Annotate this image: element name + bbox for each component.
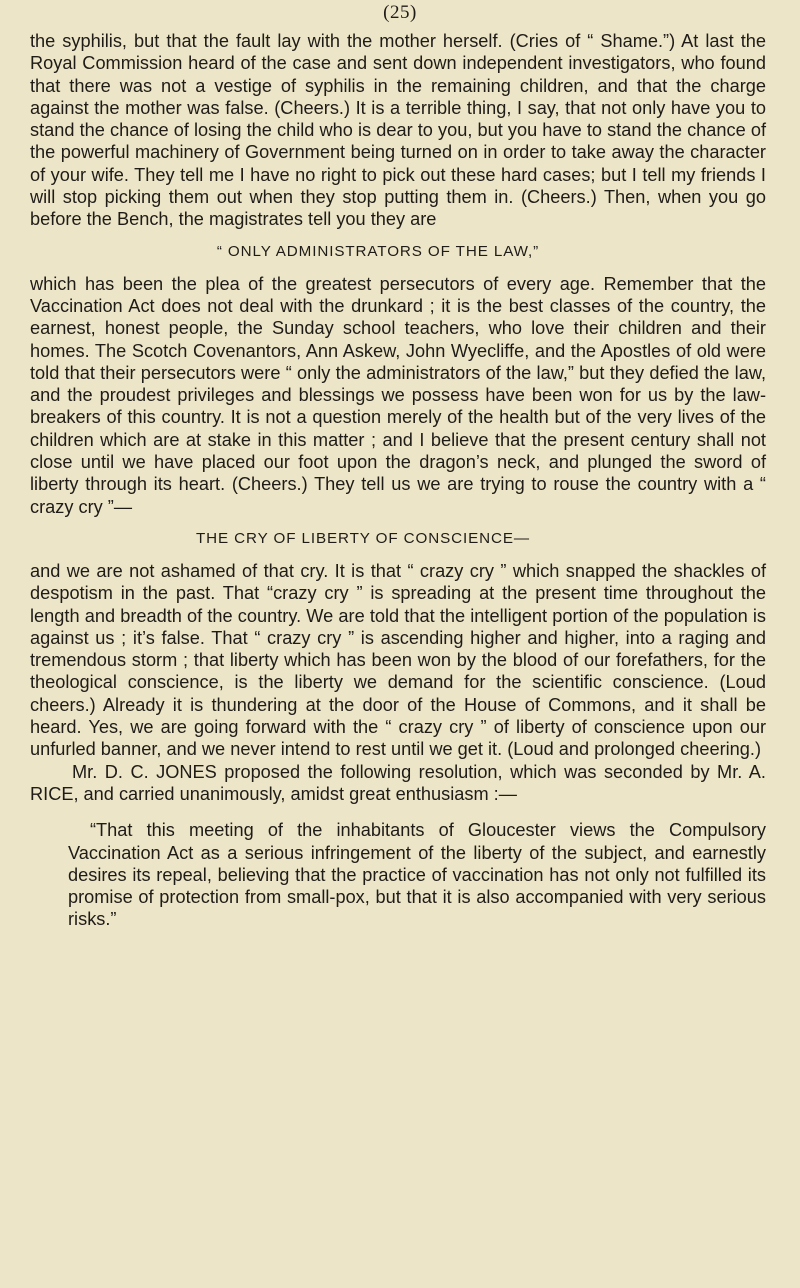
body-text [30, 30, 766, 931]
page-number: (25) [383, 2, 417, 23]
paragraph-resolution-intro: Mr. D. C. JONES proposed the following resolution, which was seconded by Mr. A. RICE, and carried unanimously, amidst great enthusiasm :— [30, 761, 766, 804]
heading-administrators-of-the-law: “ ONLY ADMINISTRATORS OF THE LAW,” [216, 242, 540, 260]
resolution-quote: “That this meeting of the inhabitants of Gloucester views the Compulsory Vaccination Act as a serious infringement of the liberty of the subject, and earnestly desires its repeal, believing that the practice of vaccination has not only not fulfilled its promise of protection from small-pox, but that it is also accompanied with very serious risks.” [68, 820, 766, 930]
heading-cry-of-liberty: THE CRY OF LIBERTY OF CONSCIENCE— [195, 529, 531, 547]
paragraph-3: and we are not ashamed of that cry. It is that “ crazy cry ” which snapped the shackles of despotism in the past. That “crazy cry ” is spreading at the present time throughout the length and breadth of the country. We are told that the intelligent portion of the population is against us ; it’s false. That “ crazy cry ” is ascending higher and higher, into a raging and tremendous storm ; that liberty which has been won by the blood of our forefathers, for the theological conscience, is the liberty we demand for the scientific conscience. (Loud cheers.) Already it is thundering at the door of the House of Commons, and it shall be heard. Yes, we are going forward with the “ crazy cry ” of liberty of conscience upon our unfurled banner, and we never intend to rest until we get it. (Loud and prolonged cheering.) [30, 560, 766, 760]
paragraph-2: which has been the plea of the greatest persecutors of every age. Remember that the Vaccination Act does not deal with the drunkard ; it is the best classes of the country, the earnest, honest people, the Sunday school teachers, who love their children and their homes. The Scotch Covenantors, Ann Askew, John Wyecliffe, and the Apostles of old were told that their persecutors were “ only the administrators of the law,” but they defied the law, and the proudest privileges and blessings we possess have been won for us by the law-breakers of this country. It is not a question merely of the health but of the very lives of the children which are at stake in this matter ; and I believe that the present century shall not close until we have placed our foot upon the dragon’s neck, and plunged the sword of liberty through its heart. (Cheers.) They tell us we are trying to rouse the country with a “ crazy cry ”— [30, 273, 766, 517]
paragraph-1: the syphilis, but that the fault lay with the mother herself. (Cries of “ Shame.”) At last the Royal Commission heard of the case and sent down independent investigators, who found that there was not a vestige of syphilis in the remaining children, and that the charge against the mother was false. (Cheers.) It is a terrible thing, I say, that not only have you to stand the chance of losing the child who is dear to you, but you have to stand the chance of the powerful machinery of Government being turned on in order to take away the character of your wife. They tell me I have no right to pick out these hard cases; but I tell my friends I will stop picking them out when they stop putting them in. (Cheers.) Then, when you go before the Bench, the magistrates tell you they are [30, 31, 766, 230]
